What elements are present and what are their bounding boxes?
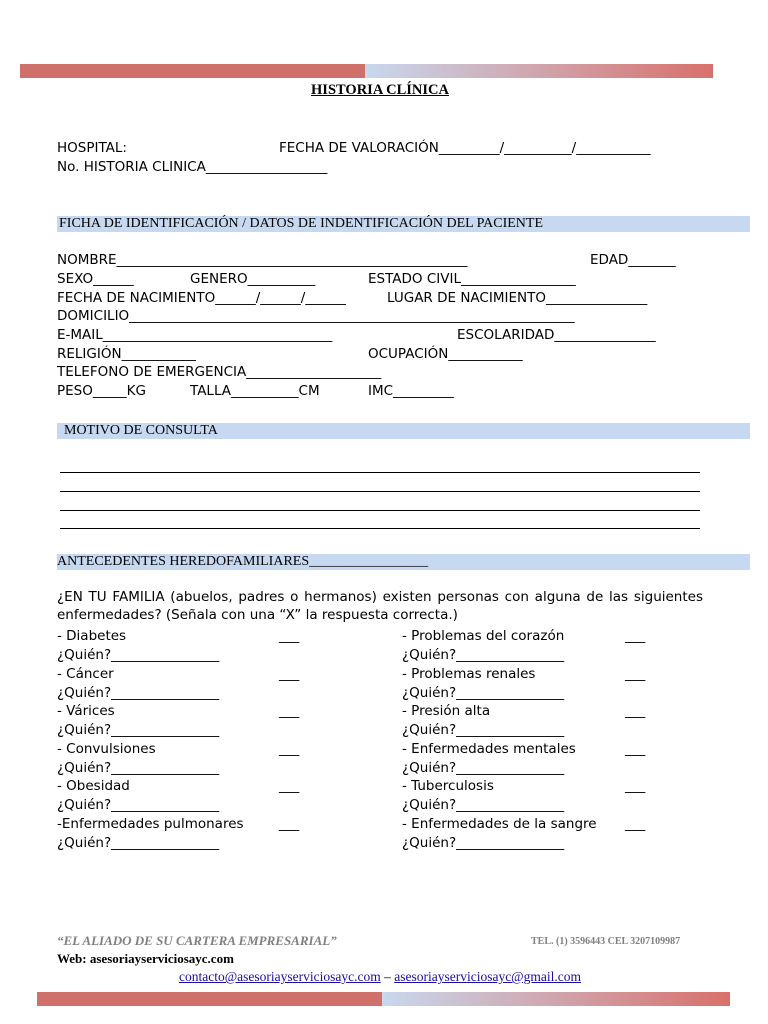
quien-field-right[interactable]: ¿Quién?________________ — [402, 797, 565, 813]
disease-label-right: - Enfermedades de la sangre — [402, 816, 597, 832]
contact-separator: – — [380, 969, 395, 984]
disease-check-right[interactable]: ___ — [625, 741, 646, 757]
disease-label-left: - Cáncer — [57, 666, 114, 682]
religion-field[interactable]: RELIGIÓN___________ — [57, 346, 196, 362]
disease-label-right: - Presión alta — [402, 703, 491, 719]
contact-email-link[interactable]: contacto@asesoriayserviciosayc.com — [179, 969, 381, 984]
header-decorative-bar — [20, 64, 713, 78]
fecha-valoracion-field[interactable]: FECHA DE VALORACIÓN_________/__________/___________ — [279, 140, 651, 156]
edad-field[interactable]: EDAD_______ — [590, 252, 676, 268]
gmail-email-link[interactable]: asesoriayserviciosayc@gmail.com — [394, 969, 581, 984]
disease-label-left: - Diabetes — [57, 628, 127, 644]
section-antecedentes: ANTECEDENTES HEREDOFAMILIARES_________________ — [57, 554, 750, 570]
page-title: HISTORIA CLÍNICA — [311, 82, 449, 98]
quien-field-right[interactable]: ¿Quién?________________ — [402, 685, 565, 701]
disease-label-right: - Enfermedades mentales — [402, 741, 576, 757]
disease-label-left: - Obesidad — [57, 778, 130, 794]
disease-check-left[interactable]: ___ — [279, 778, 300, 794]
nombre-field[interactable]: NOMBRE____________________________________________________ — [57, 252, 468, 268]
sexo-field[interactable]: SEXO______ — [57, 271, 134, 287]
imc-field[interactable]: IMC_________ — [368, 383, 454, 399]
quien-field-right[interactable]: ¿Quién?________________ — [402, 722, 565, 738]
quien-field-right[interactable]: ¿Quién?________________ — [402, 835, 565, 851]
section-identificacion: FICHA DE IDENTIFICACIÓN / DATOS DE INDENTIFICACIÓN DEL PACIENTE — [57, 216, 750, 232]
footer-decorative-bar — [37, 992, 730, 1006]
section-motivo: MOTIVO DE CONSULTA — [57, 423, 750, 439]
estado-civil-field[interactable]: ESTADO CIVIL_________________ — [368, 271, 576, 287]
disease-check-left[interactable]: ___ — [279, 703, 300, 719]
quien-field-left[interactable]: ¿Quién?________________ — [57, 722, 220, 738]
disease-label-left: - Várices — [57, 703, 115, 719]
talla-field[interactable]: TALLA__________CM — [190, 383, 320, 399]
quien-field-left[interactable]: ¿Quién?________________ — [57, 647, 220, 663]
domicilio-field[interactable]: DOMICILIO__________________________________________________________________ — [57, 308, 575, 324]
disease-label-right: - Tuberculosis — [402, 778, 494, 794]
footer-tel: TEL. (1) 3596443 CEL 3207109987 — [531, 936, 681, 947]
disease-label-left: -Enfermedades pulmonares — [57, 816, 244, 832]
ocupacion-field[interactable]: OCUPACIÓN___________ — [368, 346, 523, 362]
disease-label-right: - Problemas renales — [402, 666, 536, 682]
quien-field-left[interactable]: ¿Quién?________________ — [57, 760, 220, 776]
disease-check-right[interactable]: ___ — [625, 778, 646, 794]
disease-check-left[interactable]: ___ — [279, 741, 300, 757]
disease-check-left[interactable]: ___ — [279, 816, 300, 832]
quien-field-right[interactable]: ¿Quién?________________ — [402, 647, 565, 663]
fecha-nacimiento-field[interactable]: FECHA DE NACIMIENTO______/______/______ — [57, 290, 346, 306]
email-field[interactable]: E-MAIL__________________________________ — [57, 327, 333, 343]
disease-check-right[interactable]: ___ — [625, 628, 646, 644]
footer-slogan: “EL ALIADO DE SU CARTERA EMPRESARIAL” — [57, 933, 337, 948]
footer-web: Web: asesoriayserviciosayc.com — [57, 951, 234, 966]
disease-label-right: - Problemas del corazón — [402, 628, 565, 644]
disease-check-right[interactable]: ___ — [625, 703, 646, 719]
lugar-nacimiento-field[interactable]: LUGAR DE NACIMIENTO_______________ — [387, 290, 648, 306]
motivo-line[interactable] — [60, 528, 700, 529]
motivo-line[interactable] — [60, 472, 700, 473]
genero-field[interactable]: GENERO__________ — [190, 271, 316, 287]
quien-field-right[interactable]: ¿Quién?________________ — [402, 760, 565, 776]
hospital-field[interactable]: HOSPITAL: — [57, 140, 127, 156]
motivo-line[interactable] — [60, 510, 700, 511]
quien-field-left[interactable]: ¿Quién?________________ — [57, 685, 220, 701]
peso-field[interactable]: PESO_____KG — [57, 383, 146, 399]
disease-check-left[interactable]: ___ — [279, 628, 300, 644]
antecedentes-intro: ¿EN TU FAMILIA (abuelos, padres o hermanos) existen personas con alguna de las siguientes enfermedades? (Señala con una “X” la respuesta correcta.) — [57, 589, 703, 623]
telefono-emergencia-field[interactable]: TELEFONO DE EMERGENCIA____________________ — [57, 364, 382, 380]
disease-label-left: - Convulsiones — [57, 741, 156, 757]
escolaridad-field[interactable]: ESCOLARIDAD_______________ — [457, 327, 656, 343]
footer-contact — [0, 969, 760, 985]
disease-check-left[interactable]: ___ — [279, 666, 300, 682]
no-historia-field[interactable]: No. HISTORIA CLINICA__________________ — [57, 159, 328, 175]
quien-field-left[interactable]: ¿Quién?________________ — [57, 835, 220, 851]
motivo-line[interactable] — [60, 491, 700, 492]
quien-field-left[interactable]: ¿Quién?________________ — [57, 797, 220, 813]
disease-check-right[interactable]: ___ — [625, 816, 646, 832]
disease-check-right[interactable]: ___ — [625, 666, 646, 682]
